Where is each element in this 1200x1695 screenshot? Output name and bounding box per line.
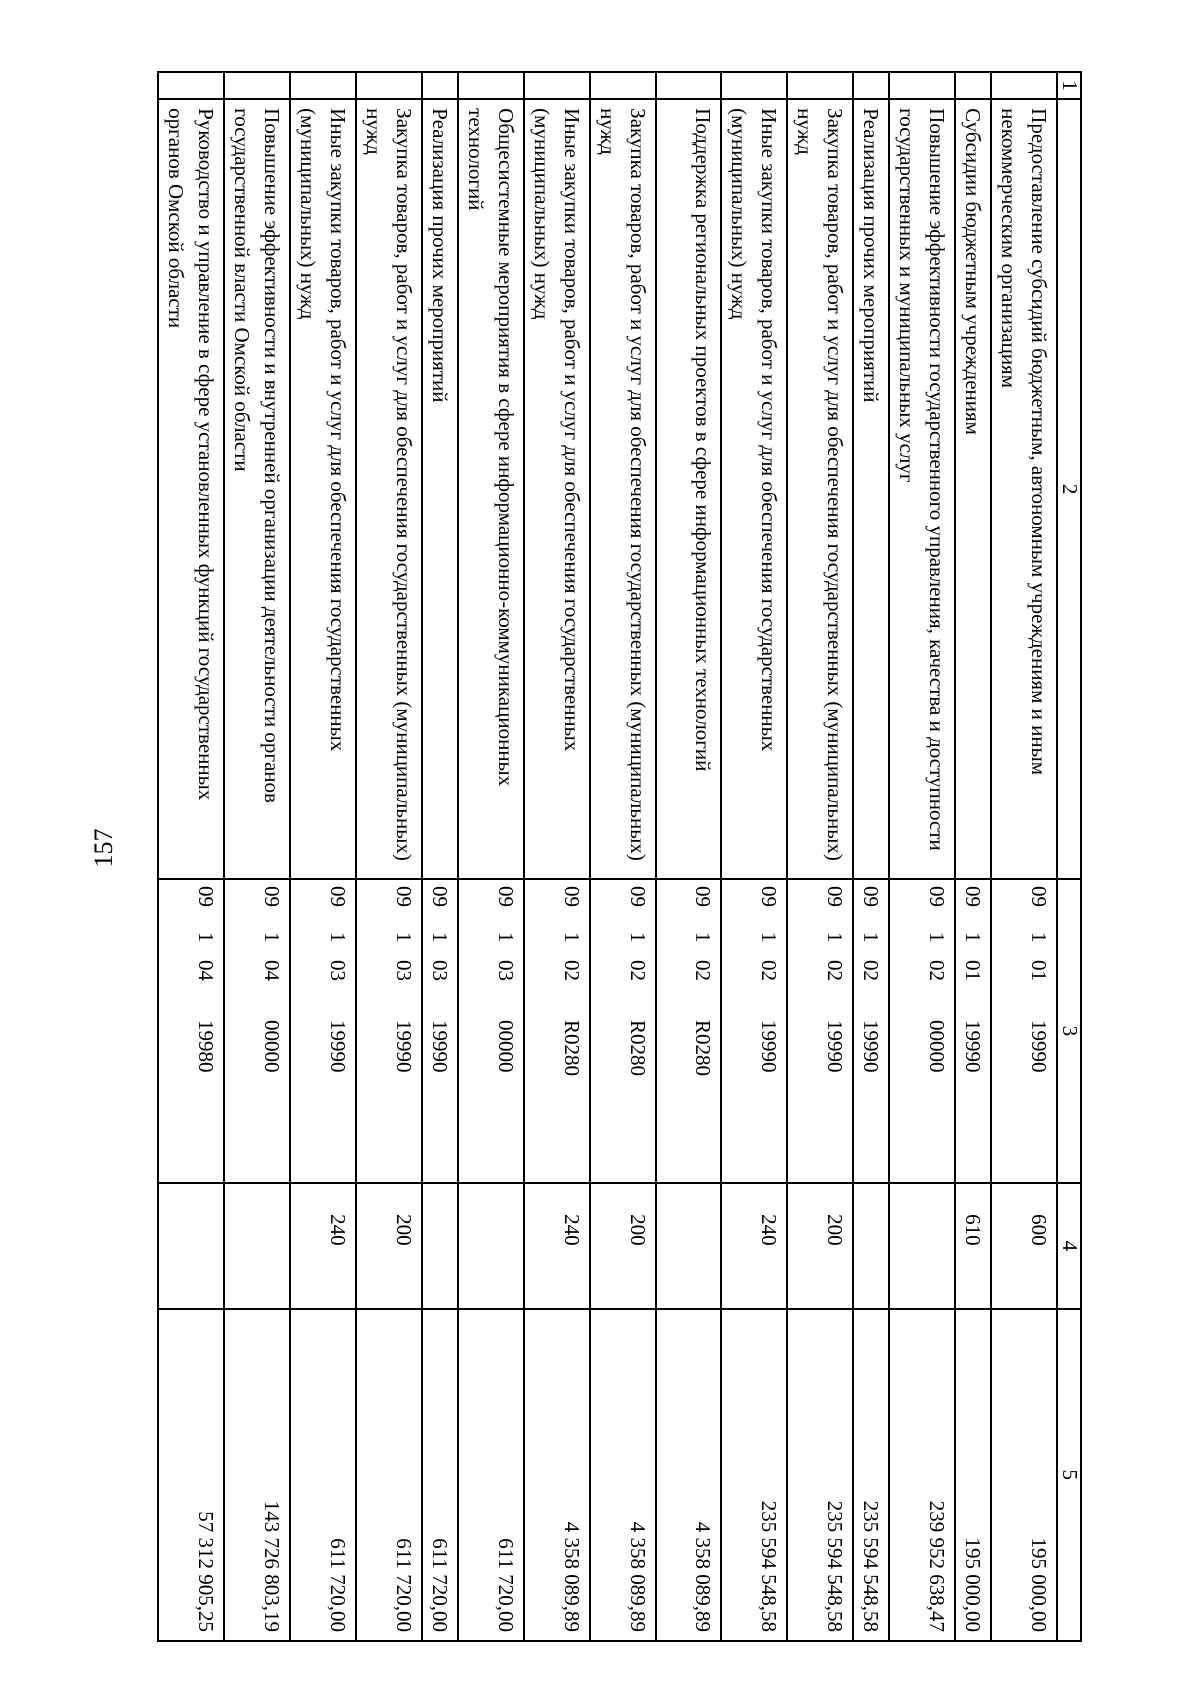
code-program: 09 [326, 885, 350, 907]
amount-cell: 195 000,00 [991, 1309, 1057, 1641]
code-program: 09 [859, 885, 883, 907]
row-number-cell [721, 72, 787, 99]
target-code-cell [224, 879, 290, 1183]
amount-cell: 611 720,00 [458, 1309, 524, 1641]
expense-type-cell: 200 [787, 1183, 853, 1308]
code-event: 02 [823, 959, 847, 981]
code-subprogram: 1 [757, 931, 781, 943]
expense-type-cell [889, 1183, 955, 1308]
code-direction: 19990 [326, 1019, 350, 1073]
amount-cell: 4 358 089,89 [524, 1309, 590, 1641]
code-direction: 19990 [823, 1019, 847, 1073]
code-subprogram: 1 [392, 931, 416, 943]
amount-cell: 611 720,00 [422, 1309, 458, 1641]
table-row [458, 72, 524, 1641]
row-number-cell [422, 72, 458, 99]
code-subprogram: 1 [326, 931, 350, 943]
code-subprogram: 1 [194, 931, 218, 943]
item-name-cell: Иные закупки товаров, работ и услуг для обеспечения государственных (муниципальных) нужд [290, 99, 356, 879]
header-col-1: 1 [1057, 72, 1081, 99]
code-program: 09 [392, 885, 416, 907]
table-row [158, 72, 224, 1641]
code-direction: R0280 [626, 1019, 650, 1076]
expense-type-cell: 200 [356, 1183, 422, 1308]
table-row [422, 72, 458, 1641]
header-col-2: 2 [1057, 99, 1081, 879]
code-program: 09 [626, 885, 650, 907]
row-number-cell [290, 72, 356, 99]
code-event: 04 [194, 959, 218, 981]
expense-type-cell: 600 [991, 1183, 1057, 1308]
code-event: 01 [961, 959, 985, 981]
code-event: 02 [691, 959, 715, 981]
code-subprogram: 1 [428, 931, 452, 943]
code-subprogram: 1 [260, 931, 284, 943]
code-subprogram: 1 [1027, 931, 1051, 943]
item-name-cell: Реализация прочих мероприятий [422, 99, 458, 879]
table-row [524, 72, 590, 1641]
target-code-cell [290, 879, 356, 1183]
amount-cell: 4 358 089,89 [590, 1309, 656, 1641]
item-name-cell: Предоставление субсидий бюджетным, автономным учреждениям и иным некоммерческим организациям [991, 99, 1057, 879]
code-subprogram: 1 [925, 931, 949, 943]
header-col-3: 3 [1057, 879, 1081, 1183]
code-event: 03 [428, 959, 452, 981]
code-direction: R0280 [691, 1019, 715, 1076]
amount-cell: 235 594 548,58 [721, 1309, 787, 1641]
code-direction: 19990 [961, 1019, 985, 1073]
row-number-cell [356, 72, 422, 99]
amount-cell: 4 358 089,89 [656, 1309, 721, 1641]
table-row [590, 72, 656, 1641]
code-subprogram: 1 [494, 931, 518, 943]
amount-cell: 611 720,00 [290, 1309, 356, 1641]
row-number-cell [656, 72, 721, 99]
code-direction: 19990 [392, 1019, 416, 1073]
code-event: 02 [925, 959, 949, 981]
expense-type-cell: 240 [290, 1183, 356, 1308]
rotated-table-wrapper [123, 71, 1082, 1642]
code-program: 09 [925, 885, 949, 907]
item-name-cell: Закупка товаров, работ и услуг для обеспечения государственных (муниципальных) нужд [356, 99, 422, 879]
expense-type-cell: 200 [590, 1183, 656, 1308]
table-row [290, 72, 356, 1641]
table-row [656, 72, 721, 1641]
target-code-cell [991, 879, 1057, 1183]
table-row [224, 72, 290, 1641]
target-code-cell [955, 879, 991, 1183]
item-name-cell: Субсидии бюджетным учреждениям [955, 99, 991, 879]
code-direction: 19980 [194, 1019, 218, 1073]
code-subprogram: 1 [560, 931, 584, 943]
item-name-cell: Общесистемные мероприятия в сфере информационно-коммуникационных технологий [458, 99, 524, 879]
code-subprogram: 1 [691, 931, 715, 943]
code-program: 09 [494, 885, 518, 907]
expense-type-cell [656, 1183, 721, 1308]
expense-type-cell: 240 [721, 1183, 787, 1308]
code-direction: 00000 [494, 1019, 518, 1073]
item-name-cell: Закупка товаров, работ и услуг для обеспечения государственных (муниципальных) нужд [590, 99, 656, 879]
code-direction: 19990 [428, 1019, 452, 1073]
item-name-cell: Иные закупки товаров, работ и услуг для обеспечения государственных (муниципальных) нужд [721, 99, 787, 879]
code-program: 09 [691, 885, 715, 907]
table-row [787, 72, 853, 1641]
code-program: 09 [260, 885, 284, 907]
expense-type-cell [853, 1183, 889, 1308]
table-row [955, 72, 991, 1641]
code-program: 09 [823, 885, 847, 907]
code-program: 09 [757, 885, 781, 907]
row-number-cell [787, 72, 853, 99]
item-name-cell: Реализация прочих мероприятий [853, 99, 889, 879]
code-event: 03 [392, 959, 416, 981]
target-code-cell [158, 879, 224, 1183]
row-number-cell [458, 72, 524, 99]
budget-table [157, 71, 1082, 1642]
target-code-cell [356, 879, 422, 1183]
code-program: 09 [428, 885, 452, 907]
code-direction: 19990 [757, 1019, 781, 1073]
target-code-cell [721, 879, 787, 1183]
item-name-cell: Иные закупки товаров, работ и услуг для обеспечения государственных (муниципальных) нужд [524, 99, 590, 879]
expense-type-cell [224, 1183, 290, 1308]
item-name-cell: Руководство и управление в сфере установленных функций государственных органов Омской области [158, 99, 224, 879]
header-col-5: 5 [1057, 1309, 1081, 1641]
row-number-cell [853, 72, 889, 99]
row-number-cell [224, 72, 290, 99]
code-event: 04 [260, 959, 284, 981]
target-code-cell [889, 879, 955, 1183]
header-col-4: 4 [1057, 1183, 1081, 1308]
expense-type-cell [422, 1183, 458, 1308]
code-direction: R0280 [560, 1019, 584, 1076]
code-direction: 19990 [859, 1019, 883, 1073]
target-code-cell [656, 879, 721, 1183]
target-code-cell [853, 879, 889, 1183]
item-name-cell: Поддержка региональных проектов в сфере информационных технологий [656, 99, 721, 879]
header-row [1057, 72, 1081, 1641]
code-program: 09 [961, 885, 985, 907]
target-code-cell [458, 879, 524, 1183]
code-program: 09 [194, 885, 218, 907]
table-row [721, 72, 787, 1641]
amount-cell: 235 594 548,58 [787, 1309, 853, 1641]
table-row [991, 72, 1057, 1641]
code-subprogram: 1 [823, 931, 847, 943]
code-subprogram: 1 [961, 931, 985, 943]
row-number-cell [955, 72, 991, 99]
code-subprogram: 1 [626, 931, 650, 943]
amount-cell: 239 952 638,47 [889, 1309, 955, 1641]
code-event: 01 [1027, 959, 1051, 981]
target-code-cell [590, 879, 656, 1183]
item-name-cell: Повышение эффективности и внутренней организации деятельности органов государственной власти Омской области [224, 99, 290, 879]
code-event: 02 [757, 959, 781, 981]
expense-type-cell [458, 1183, 524, 1308]
amount-cell: 611 720,00 [356, 1309, 422, 1641]
expense-type-cell: 240 [524, 1183, 590, 1308]
row-number-cell [991, 72, 1057, 99]
row-number-cell [889, 72, 955, 99]
amount-cell: 57 312 905,25 [158, 1309, 224, 1641]
amount-cell: 143 726 803,19 [224, 1309, 290, 1641]
row-number-cell [158, 72, 224, 99]
item-name-cell: Повышение эффективности государственного управления, качества и доступности государственных и муниципальных услуг [889, 99, 955, 879]
amount-cell: 195 000,00 [955, 1309, 991, 1641]
table-row [889, 72, 955, 1641]
code-event: 02 [859, 959, 883, 981]
table-row [356, 72, 422, 1641]
expense-type-cell [158, 1183, 224, 1308]
code-event: 03 [494, 959, 518, 981]
expense-type-cell: 610 [955, 1183, 991, 1308]
item-name-cell: Закупка товаров, работ и услуг для обеспечения государственных (муниципальных) нужд [787, 99, 853, 879]
row-number-cell [524, 72, 590, 99]
table-row [853, 72, 889, 1641]
target-code-cell [524, 879, 590, 1183]
row-number-cell [590, 72, 656, 99]
code-direction: 00000 [925, 1019, 949, 1073]
code-subprogram: 1 [859, 931, 883, 943]
code-program: 09 [560, 885, 584, 907]
code-direction: 00000 [260, 1019, 284, 1073]
target-code-cell [422, 879, 458, 1183]
code-event: 02 [560, 959, 584, 981]
code-event: 03 [326, 959, 350, 981]
code-event: 02 [626, 959, 650, 981]
page-number: 157 [89, 828, 118, 868]
target-code-cell [787, 879, 853, 1183]
amount-cell: 235 594 548,58 [853, 1309, 889, 1641]
code-program: 09 [1027, 885, 1051, 907]
code-direction: 19990 [1027, 1019, 1051, 1073]
table-body [158, 72, 1057, 1641]
